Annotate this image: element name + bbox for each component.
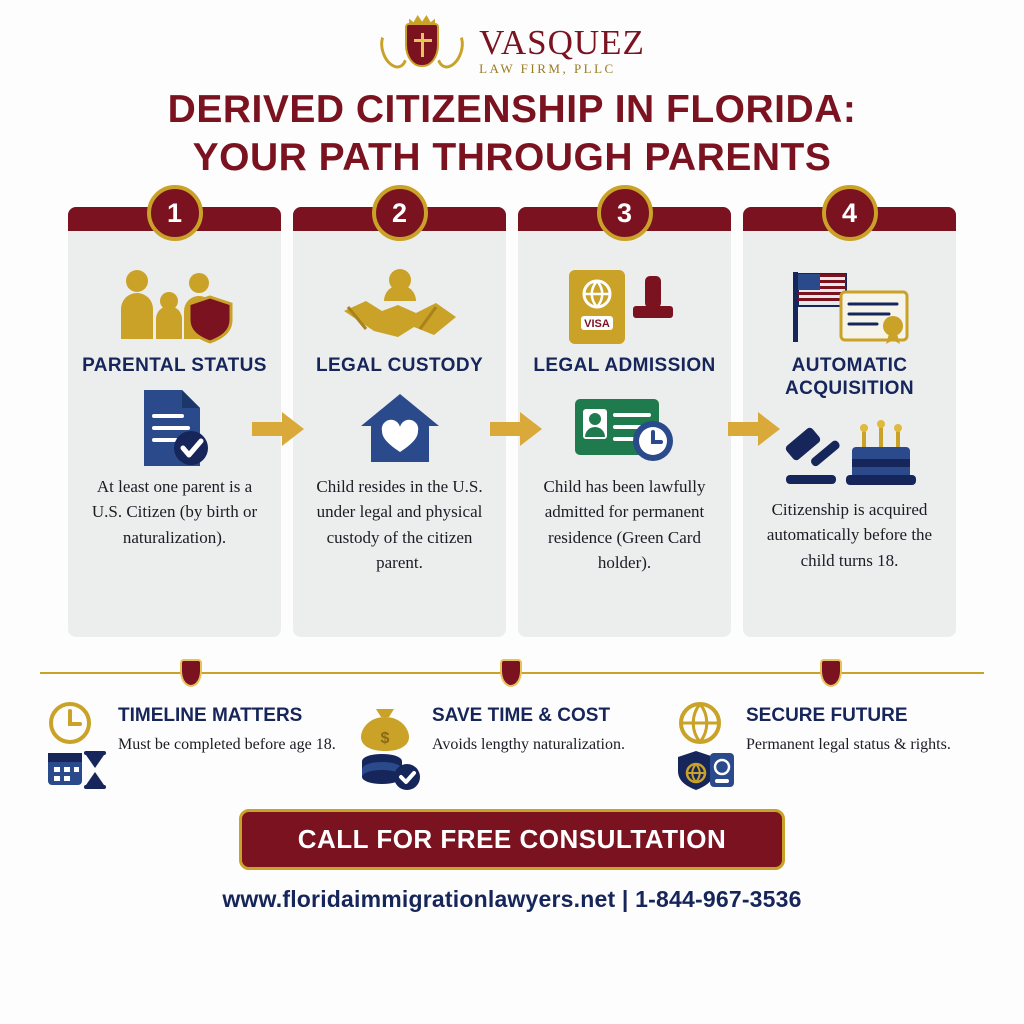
benefit-item-future — [674, 701, 978, 793]
step-number-badge: 2 — [372, 185, 428, 241]
brand-logo — [0, 0, 1024, 78]
benefit-icon-group — [674, 701, 736, 793]
benefit-description: Must be completed before age 18. — [118, 735, 336, 753]
right-arrow-icon — [490, 412, 542, 446]
step-title: LEGAL ADMISSION — [533, 355, 716, 377]
benefits-row — [46, 701, 978, 793]
family-with-shield-icon — [111, 263, 239, 349]
step-title: LEGAL CUSTODY — [315, 355, 484, 377]
brand-name: VASQUEZ — [479, 23, 645, 62]
page-title-line2: YOUR PATH THROUGH PARENTS — [192, 135, 832, 179]
benefit-icon-group — [360, 701, 422, 793]
cta-row — [0, 809, 1024, 870]
home-heart-icon — [357, 382, 443, 474]
step-description: Child resides in the U.S. under legal and physical custody of the citizen parent. — [316, 476, 483, 573]
benefit-item-timeline — [46, 701, 350, 793]
step-title: PARENTAL STATUS — [82, 355, 267, 377]
footer-contact[interactable]: www.floridaimmigrationlawyers.net | 1-844-967-3536 — [222, 886, 802, 913]
call-for-free-consultation-button[interactable]: CALL FOR FREE CONSULTATION — [239, 809, 786, 870]
step-number-badge: 1 — [147, 185, 203, 241]
page-title-line1: DERIVED CITIZENSHIP IN FLORIDA: — [167, 88, 857, 131]
step-description: Child has been lawfully admitted for permanent residence (Green Card holder). — [543, 476, 706, 573]
clock-icon — [51, 704, 89, 742]
brand-text — [479, 25, 645, 75]
gavel-birthday-cake-icon — [780, 405, 920, 497]
handshake-care-icon — [340, 263, 460, 349]
benefit-title: SECURE FUTURE — [746, 705, 908, 727]
benefit-text — [118, 701, 336, 793]
crown-shield-crest-icon — [379, 19, 465, 81]
svg-text:VISA: VISA — [583, 318, 610, 331]
benefit-icon-group — [46, 701, 108, 793]
step-card-3 — [518, 197, 731, 637]
step-title: AUTOMATIC ACQUISITION — [785, 355, 914, 399]
green-card-clock-icon — [573, 382, 677, 474]
step-card-1 — [68, 197, 281, 637]
step-description: At least one parent is a U.S. Citizen (by birth or naturalization). — [91, 476, 258, 547]
benefit-title: TIMELINE MATTERS — [118, 705, 303, 727]
right-arrow-icon — [252, 412, 304, 446]
shield-icon — [820, 659, 842, 687]
shield-passport-icon — [678, 751, 734, 790]
benefit-text — [432, 701, 625, 793]
right-arrow-icon — [728, 412, 780, 446]
benefit-text — [746, 701, 951, 793]
benefit-description: Avoids lengthy naturalization. — [432, 735, 625, 753]
step-card-2 — [293, 197, 506, 637]
passport-visa-stamp-icon — [563, 263, 687, 349]
benefit-title: SAVE TIME & COST — [432, 705, 611, 727]
us-flag-certificate-icon — [785, 263, 915, 349]
globe-icon — [681, 704, 719, 742]
coins-check-icon — [362, 754, 420, 790]
document-check-icon — [136, 382, 214, 474]
step-number-badge: 3 — [597, 185, 653, 241]
money-bag-icon — [361, 709, 409, 751]
brand-tagline: LAW FIRM, PLLC — [479, 61, 616, 76]
shield-icon — [180, 659, 202, 687]
step-description: Citizenship is acquired automatically before the child turns 18. — [766, 499, 933, 570]
benefit-item-savings — [360, 701, 664, 793]
calendar-hourglass-icon — [48, 751, 106, 789]
step-number-badge: 4 — [822, 185, 878, 241]
steps-row — [40, 197, 984, 637]
svg-text:$: $ — [380, 730, 390, 748]
page-title — [0, 78, 1024, 181]
shield-icon — [405, 23, 439, 67]
shield-divider-icon — [40, 659, 984, 687]
shield-icon — [500, 659, 522, 687]
benefit-description: Permanent legal status & rights. — [746, 735, 951, 753]
